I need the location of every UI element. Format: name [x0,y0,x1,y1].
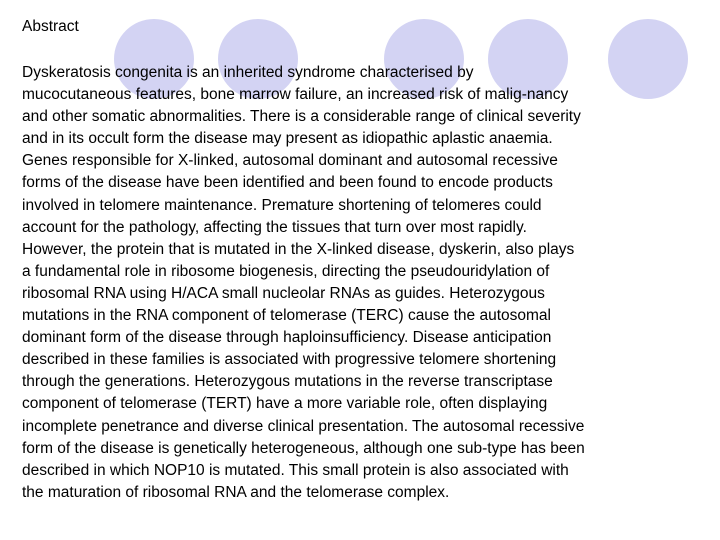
abstract-line: form of the disease is genetically heterogeneous, although one sub-type has been [22,439,585,457]
abstract-body [22,62,702,504]
abstract-line: component of telomerase (TERT) have a more variable role, often displaying [22,395,548,413]
abstract-line: forms of the disease have been identified and been found to encode products [22,174,553,192]
abstract-line: through the generations. Heterozygous mutations in the reverse transcriptase [22,373,553,391]
abstract-line: mutations in the RNA component of telomerase (TERC) cause the autosomal [22,307,551,325]
abstract-line: ribosomal RNA using H/ACA small nucleolar RNAs as guides. Heterozygous [22,284,545,302]
abstract-line: mucocutaneous features, bone marrow failure, an increased risk of malig-nancy [22,86,569,104]
abstract-line: involved in telomere maintenance. Premature shortening of telomeres could [22,196,542,214]
abstract-line: However, the protein that is mutated in the X-linked disease, dyskerin, also plays [22,240,575,258]
abstract-line: dominant form of the disease through haploinsufficiency. Disease anticipation [22,329,552,347]
abstract-line: account for the pathology, affecting the tissues that turn over most rapidly. [22,218,527,236]
abstract-line: Dyskeratosis congenita is an inherited syndrome characterised by [22,64,474,81]
abstract-line: the maturation of ribosomal RNA and the telomerase complex. [22,483,450,501]
abstract-line: Genes responsible for X-linked, autosomal dominant and autosomal recessive [22,152,558,170]
abstract-line: and other somatic abnormalities. There is a considerable range of clinical severity [22,108,581,126]
abstract-line: described in these families is associated with progressive telomere shortening [22,351,557,369]
abstract-line: and in its occult form the disease may present as idiopathic aplastic anaemia. [22,130,553,148]
abstract-line: described in which NOP10 is mutated. This small protein is also associated with [22,461,569,479]
abstract-line: a fundamental role in ribosome biogenesis, directing the pseudouridylation of [22,262,550,280]
abstract-line: incomplete penetrance and diverse clinical presentation. The autosomal recessive [22,417,585,435]
slide-heading: Abstract [22,18,79,35]
